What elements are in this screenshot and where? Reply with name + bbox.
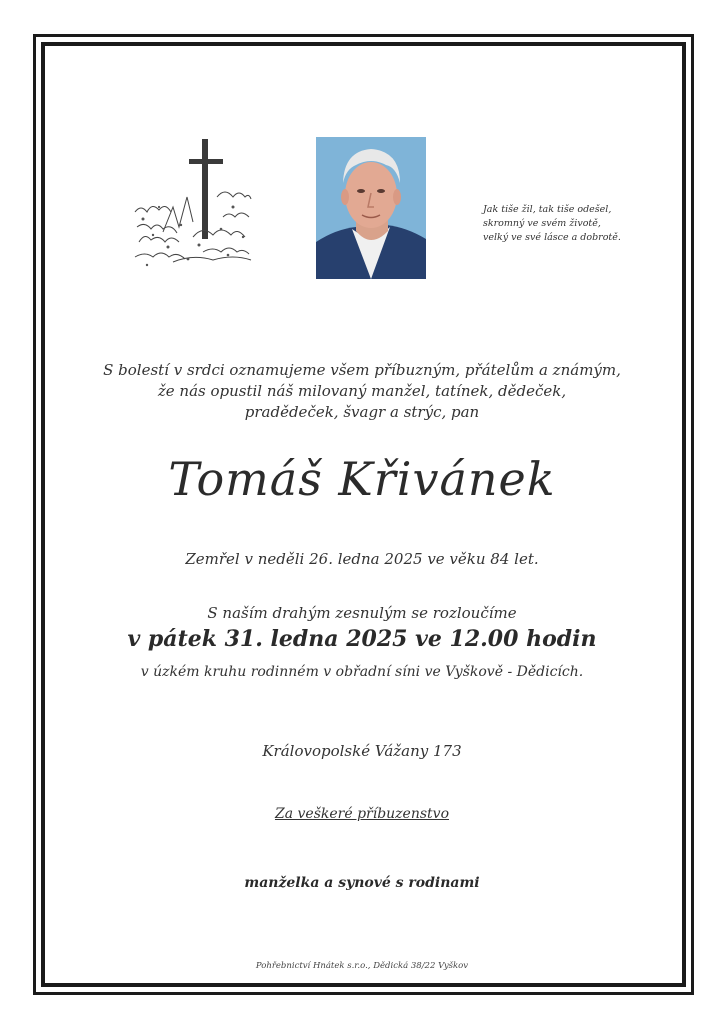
intro-line: pradědeček, švagr a strýc, pan [244,403,480,421]
poem-line: velký ve své lásce a dobrotě. [483,232,621,243]
death-date: Zemřel v neděli 26. ledna 2025 ve věku 84 let. [185,550,539,568]
announcement-intro [80,360,644,423]
family-header: Za veškeré příbuzenstvo [274,806,450,822]
deceased-name: Tomáš Křivánek [168,452,556,506]
family-address: Královopolské Vážany 173 [262,742,462,760]
portrait-photo [316,137,426,279]
family-names: manželka a synové s rodinami [244,875,480,891]
farewell-intro: S naším drahým zesnulým se rozloučíme [207,604,517,622]
intro-line: že nás opustil náš milovaný manžel, tatínek, dědeček, [157,382,567,400]
cross-on-hill-icon [133,137,253,272]
ceremony-place: v úzkém kruhu rodinném v obřadní síni ve Vyškově - Dědicích. [140,664,584,680]
ceremony-datetime: v pátek 31. ledna 2025 ve 12.00 hodin [127,626,597,652]
intro-line: S bolestí v srdci oznamujeme všem příbuzným, přátelům a známým, [103,361,621,379]
poem-line: Jak tiše žil, tak tiše odešel, [483,204,612,215]
poem-line: skromný ve svém životě, [483,218,601,229]
funeral-home-footer: Pohřebnictví Hnátek s.r.o., Dědická 38/22 Vyškov [255,961,469,971]
memorial-poem [483,203,633,245]
